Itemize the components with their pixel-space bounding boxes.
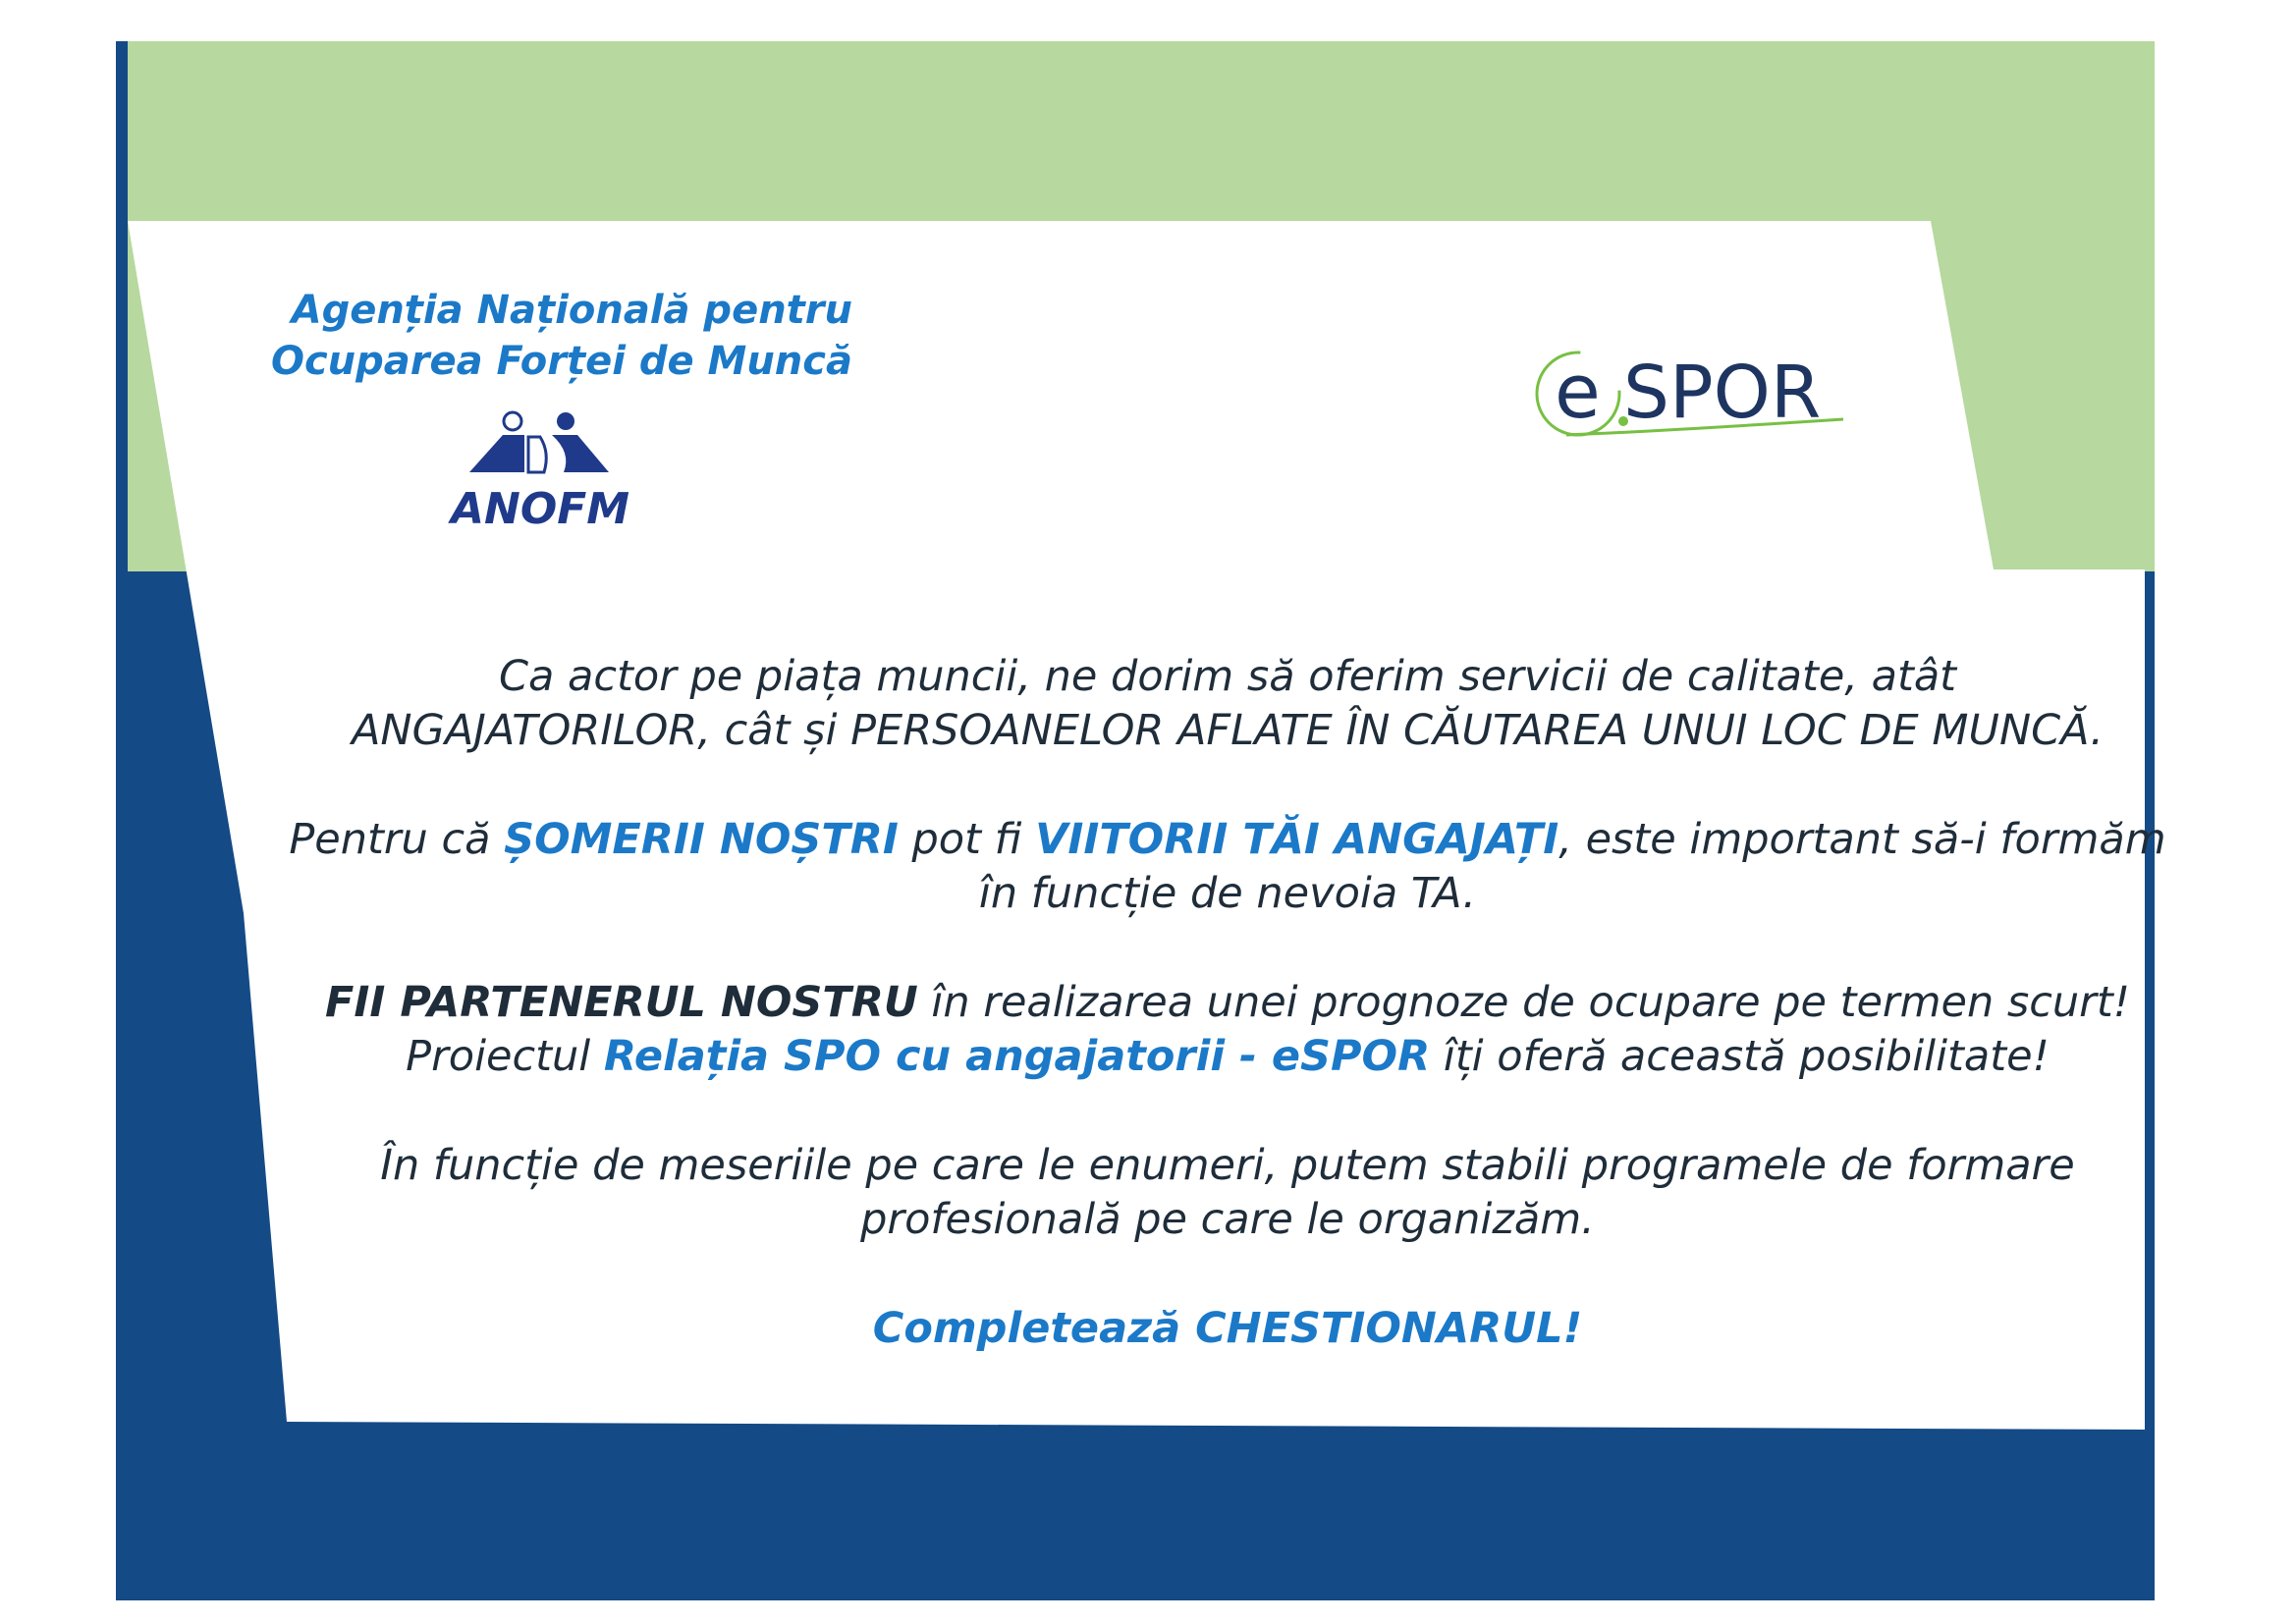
org-name-line-1: Agenția Națională pentru [291,288,852,333]
p3-text-1: în realizarea unei prognoze de ocupare pe termen scurt! [917,978,2130,1027]
p3-highlight-1: Relația SPO cu angajatorii - eSPOR [603,1032,1431,1081]
anofm-logo-text: ANOFM [450,484,630,530]
logo-figure-middle [528,437,546,472]
paragraph-1 [285,650,2170,758]
logo-figure-right [552,435,609,472]
p2-text-2: pot fi [898,815,1036,864]
p3-text-3: îți oferă această posibilitate! [1430,1032,2050,1081]
p2-highlight-2: VIITORII TĂI ANGAJAȚI [1035,815,1559,864]
espor-logo-letters: SPOR [1623,351,1822,435]
logo-figure-head-right [557,412,574,430]
p2-line-1 [289,815,2165,864]
message-body [285,650,2170,1411]
p2-text-3: , este important să-i formăm [1558,815,2166,864]
p1-line-1: Ca actor pe piața muncii, ne dorim să oferim servicii de calitate, atât [498,652,1957,701]
p4-line-2: profesională pe care le organizăm. [860,1195,1595,1244]
p3-line-2 [406,1032,2050,1081]
espor-logo [1527,339,1861,452]
org-name [196,285,852,387]
p2-text-1: Pentru că [289,815,505,864]
anofm-logo [432,407,648,530]
espor-logo-e: e [1555,348,1601,435]
p3-text-2: Proiectul [406,1032,604,1081]
p2-highlight-1: ȘOMERII NOȘTRI [504,815,899,864]
p3-bold-1: FII PARTENERUL NOSTRU [325,978,918,1027]
paragraph-2 [285,813,2170,921]
call-to-action: Completează CHESTIONARUL! [872,1304,1583,1353]
org-name-line-2: Ocuparea Forței de Muncă [270,339,852,384]
p3-line-1 [325,978,2130,1027]
paragraph-4 [285,1139,2170,1247]
paragraph-3 [285,976,2170,1084]
logo-figure-head-left [504,412,521,430]
p4-line-1: În funcție de meseriile pe care le enumeri, putem stabili programele de formare [380,1141,2075,1190]
logo-figure-left [469,435,524,472]
p1-line-2: ANGAJATORILOR, cât și PERSOANELOR AFLATE ÎN CĂUTAREA UNUI LOC DE MUNCĂ. [351,706,2105,755]
p2-line-2: în funcție de nevoia TA. [978,869,1477,918]
